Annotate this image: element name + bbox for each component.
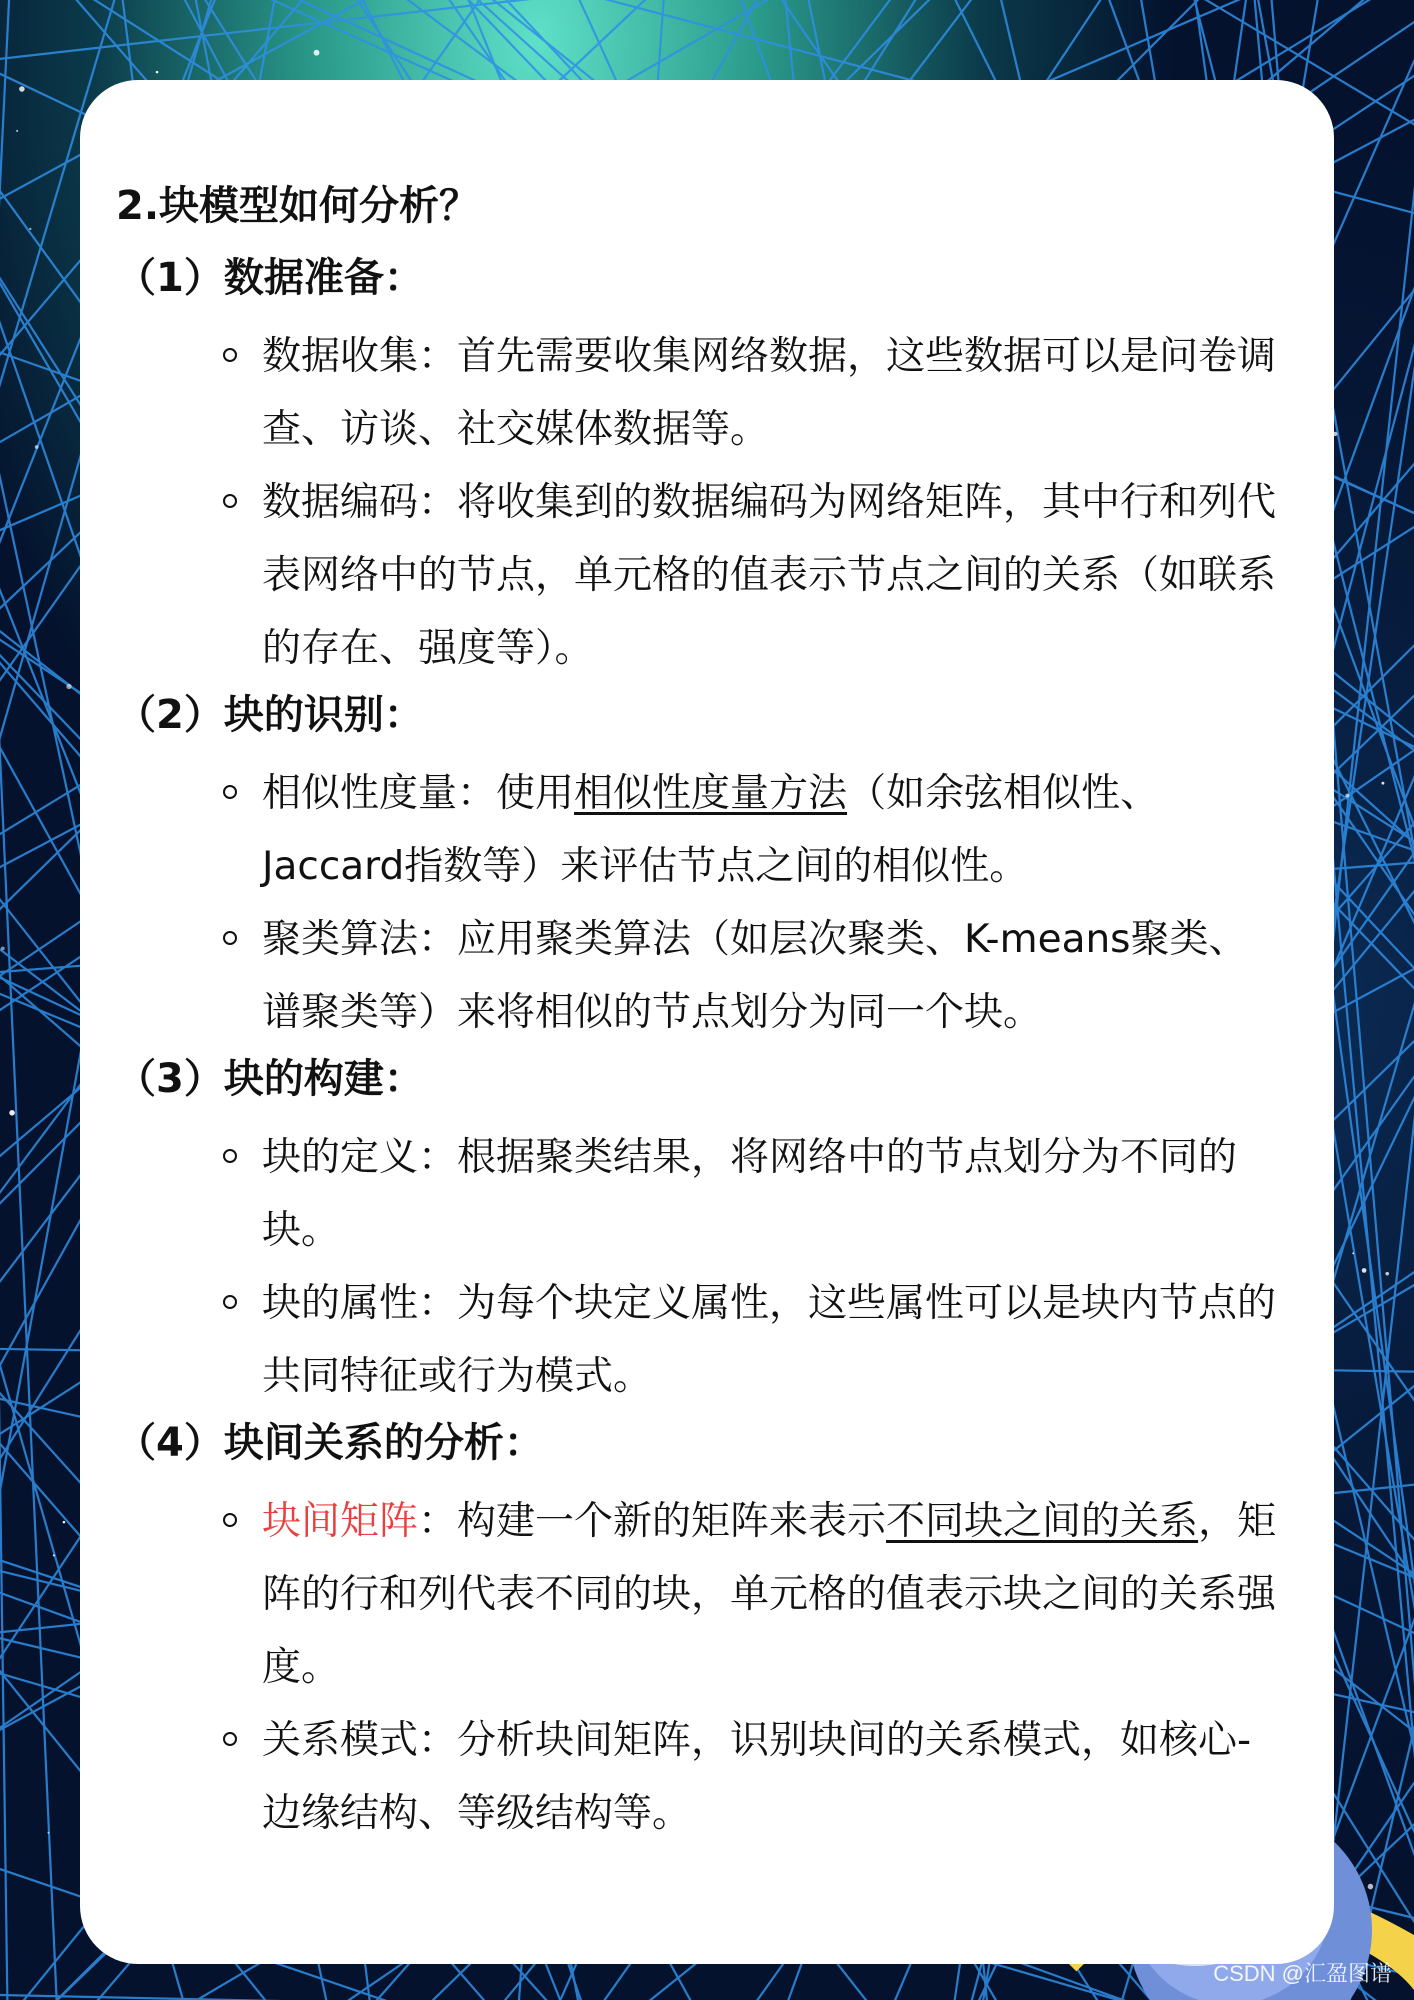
sections-container [116,248,1286,1850]
list-item [116,320,1286,466]
list-item [116,757,1286,903]
content-card [80,80,1334,1964]
item-text: 分析块间矩阵，识别块间的关系模式，如核心-边缘结构、等级结构等。 [262,1718,1252,1836]
star [1352,1252,1354,1254]
circle-bullet-icon [223,931,237,945]
list-item [116,903,1286,1049]
star [1381,782,1384,785]
item-separator: ： [418,334,458,379]
circle-bullet-icon [223,1149,237,1163]
item-separator: ： [418,1281,458,1326]
star [53,1554,55,1556]
list-item [116,1704,1286,1850]
section-2 [116,685,1286,1049]
item-separator: ： [457,771,497,816]
item-text: 为每个块定义属性，这些属性可以是块内节点的共同特征或行为模式。 [262,1281,1277,1399]
item-separator: ： [418,917,458,962]
circle-bullet-icon [223,1513,237,1527]
item-separator: ： [418,1718,458,1763]
item-term: 聚类算法 [262,917,419,962]
circle-bullet-icon [223,348,237,362]
item-term: 数据收集 [262,334,419,379]
csdn-watermark: CSDN @汇盈图谱 [1213,1961,1392,1986]
item-link[interactable]: 相似性度量方法 [574,771,848,816]
star [66,684,71,689]
section-heading: （1）数据准备： [116,255,424,301]
star [35,445,39,449]
circle-bullet-icon [223,785,237,799]
item-text: ，矩阵的行和列代表不同的块，单元格的值表示块之间的关系强度。 [262,1499,1277,1690]
list-item [116,1485,1286,1704]
list-item [116,1121,1286,1267]
item-text: 使用 [496,771,575,816]
page-title: 2.块模型如何分析？ [116,183,480,229]
item-term: 块的定义 [262,1135,419,1180]
section-3 [116,1049,1286,1413]
bullet-list [116,1121,1286,1413]
item-text: 根据聚类结果，将网络中的节点划分为不同的块。 [262,1135,1238,1253]
star [314,50,320,56]
item-text: 首先需要收集网络数据，这些数据可以是问卷调查、访谈、社交媒体数据等。 [262,334,1277,452]
star [1345,794,1349,798]
star [1362,1268,1367,1273]
section-1 [116,248,1286,685]
star [1385,1272,1389,1276]
star [47,1832,49,1834]
item-separator: ： [418,1135,458,1180]
section-4 [116,1413,1286,1850]
bullet-list [116,757,1286,1049]
circle-bullet-icon [223,1732,237,1746]
item-term: 关系模式 [262,1718,419,1763]
star [19,86,25,92]
section-heading: （2）块的识别： [116,692,424,738]
star [1368,1884,1374,1890]
section-heading: （3）块的构建： [116,1056,424,1102]
star [1,947,5,951]
section-heading: （4）块间关系的分析： [116,1420,544,1466]
item-text: 应用聚类算法（如层次聚类、K-means聚类、谱聚类等）来将相似的节点划分为同一个块。 [262,917,1248,1035]
item-separator: ： [418,480,458,525]
star [9,1110,15,1116]
item-term: 相似性度量 [262,771,458,816]
star [156,71,159,74]
item-text: （如余弦相似性、Jaccard指数等）来评估节点之间的相似性。 [262,771,1160,889]
star [63,1521,66,1524]
bullet-list [116,1485,1286,1850]
item-term: 块间矩阵 [262,1499,419,1544]
circle-bullet-icon [223,494,237,508]
item-link[interactable]: 不同块之间的关系 [886,1499,1199,1544]
star [29,228,31,230]
bullet-list [116,320,1286,685]
circle-bullet-icon [223,1295,237,1309]
star [16,130,18,132]
item-term: 数据编码 [262,480,419,525]
item-text: 构建一个新的矩阵来表示 [457,1499,887,1544]
list-item [116,466,1286,685]
item-term: 块的属性 [262,1281,419,1326]
list-item [116,1267,1286,1413]
item-text: 将收集到的数据编码为网络矩阵，其中行和列代表网络中的节点，单元格的值表示节点之间的关系（如联系的存在、强度等）。 [262,480,1277,671]
item-separator: ： [418,1499,458,1544]
